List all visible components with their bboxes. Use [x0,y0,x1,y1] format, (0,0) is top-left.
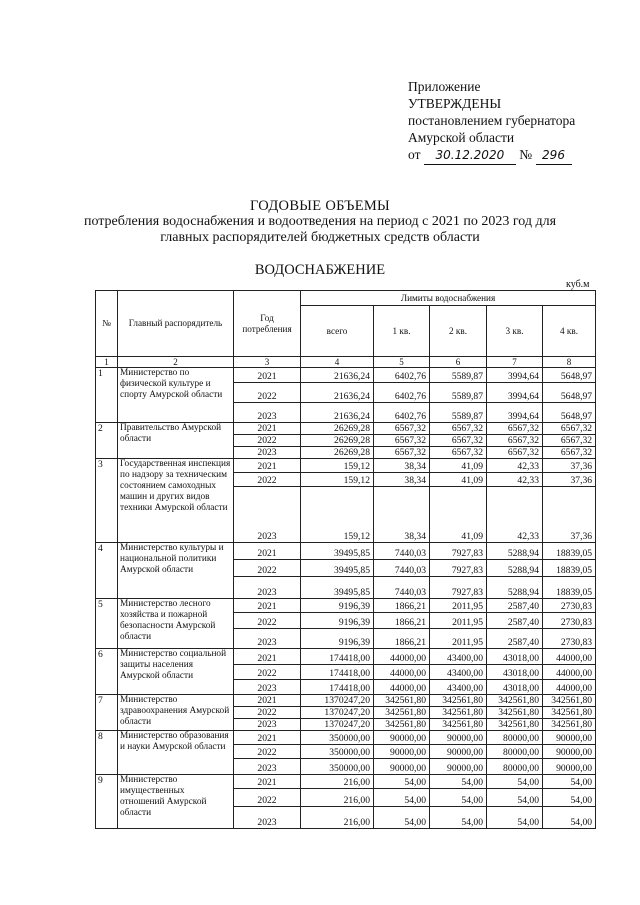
value-cell-q3: 80000,00 [487,759,543,775]
row-index: 1 [96,368,118,423]
year-cell: 2023 [234,807,301,829]
distributor-name: Министерство имущественных отношений Амурской области [118,775,234,829]
col-number: 1 [96,357,118,368]
value-cell-total: 39495,85 [301,543,374,560]
value-cell-total: 39495,85 [301,560,374,577]
value-cell-q3: 2587,40 [487,599,543,613]
value-cell-q1: 44000,00 [374,680,430,695]
value-cell-q1: 54,00 [374,775,430,789]
value-cell-q2: 5589,87 [430,383,487,403]
value-cell-q4: 37,36 [543,459,596,473]
value-cell-q3: 54,00 [487,789,543,807]
value-cell-q3: 342561,80 [487,719,543,731]
year-cell: 2023 [234,403,301,423]
value-cell-q3: 80000,00 [487,745,543,759]
year-cell: 2021 [234,368,301,383]
value-cell-q3: 54,00 [487,807,543,829]
year-cell: 2023 [234,629,301,649]
value-cell-q2: 6567,32 [430,435,487,447]
table-row [96,543,596,560]
header-num: № [96,291,118,357]
section-title: ВОДОСНАБЖЕНИЕ [254,262,386,278]
year-cell: 2023 [234,577,301,599]
value-cell-q3: 2587,40 [487,613,543,629]
value-cell-q1: 6402,76 [374,383,430,403]
year-cell: 2021 [234,423,301,435]
distributor-name: Министерство культуры и национальной политики Амурской области [118,543,234,599]
value-cell-q2: 54,00 [430,789,487,807]
value-cell-total: 1370247,20 [301,707,374,719]
value-cell-q1: 342561,80 [374,695,430,707]
value-cell-q2: 342561,80 [430,707,487,719]
unit-label: куб.м [566,279,590,290]
year-cell: 2021 [234,459,301,473]
distributor-name: Государственная инспекция по надзору за техническим состоянием самоходных машин и других видов техники Амурской области [118,459,234,543]
value-cell-q1: 38,34 [374,487,430,543]
value-cell-total: 26269,28 [301,423,374,435]
value-cell-total: 9196,39 [301,599,374,613]
value-cell-q4: 2730,83 [543,629,596,649]
value-cell-q4: 54,00 [543,807,596,829]
value-cell-q2: 2011,95 [430,613,487,629]
value-cell-q2: 41,09 [430,473,487,487]
distributor-name: Министерство социальной защиты населения Амурской области [118,649,234,695]
value-cell-q1: 1866,21 [374,613,430,629]
value-cell-q2: 5589,87 [430,368,487,383]
year-cell: 2023 [234,759,301,775]
year-cell: 2021 [234,695,301,707]
doc-subtitle-text: потребления водоснабжения и водоотведения на период с 2021 по 2023 год для главных распорядителей бюджетных средств области [83,214,557,245]
value-cell-q2: 7927,83 [430,577,487,599]
value-cell-total: 174418,00 [301,665,374,680]
number-prefix: № [519,147,533,162]
row-index: 2 [96,423,118,459]
value-cell-q1: 44000,00 [374,649,430,665]
year-cell: 2021 [234,731,301,745]
value-cell-q3: 42,33 [487,487,543,543]
value-cell-q4: 90000,00 [543,731,596,745]
value-cell-q1: 1866,21 [374,599,430,613]
year-cell: 2021 [234,649,301,665]
value-cell-q2: 41,09 [430,459,487,473]
year-cell: 2022 [234,435,301,447]
value-cell-total: 26269,28 [301,447,374,459]
value-cell-q4: 342561,80 [543,695,596,707]
approval-block [408,78,628,165]
year-cell: 2022 [234,665,301,680]
value-cell-total: 159,12 [301,473,374,487]
table-row [96,368,596,383]
value-cell-q1: 90000,00 [374,731,430,745]
col-number: 8 [543,357,596,368]
value-cell-q4: 6567,32 [543,435,596,447]
value-cell-q2: 43400,00 [430,649,487,665]
approval-line-1: Приложение [408,79,481,94]
value-cell-q2: 43400,00 [430,680,487,695]
value-cell-total: 1370247,20 [301,719,374,731]
value-cell-q1: 7440,03 [374,543,430,560]
value-cell-total: 21636,24 [301,368,374,383]
value-cell-q4: 5648,97 [543,368,596,383]
value-cell-q2: 342561,80 [430,719,487,731]
table-row [96,599,596,613]
value-cell-q1: 54,00 [374,789,430,807]
value-cell-total: 9196,39 [301,629,374,649]
table-row [96,775,596,789]
water-supply-table [95,290,596,829]
header-main: Главный распорядитель [118,291,234,357]
value-cell-q1: 6567,32 [374,423,430,435]
distributor-name: Министерство здравоохранения Амурской области [118,695,234,731]
value-cell-q4: 18839,05 [543,543,596,560]
table-body [96,368,596,829]
col-number: 5 [374,357,430,368]
table-row [96,695,596,707]
year-cell: 2023 [234,680,301,695]
header-q4: 4 кв. [543,306,596,357]
year-cell: 2023 [234,447,301,459]
value-cell-q1: 7440,03 [374,560,430,577]
value-cell-q4: 342561,80 [543,719,596,731]
value-cell-q2: 90000,00 [430,745,487,759]
value-cell-q3: 2587,40 [487,629,543,649]
value-cell-q2: 54,00 [430,775,487,789]
value-cell-q3: 6567,32 [487,447,543,459]
table-row [96,423,596,435]
value-cell-total: 350000,00 [301,745,374,759]
value-cell-q3: 43018,00 [487,680,543,695]
value-cell-q3: 42,33 [487,473,543,487]
value-cell-q2: 342561,80 [430,695,487,707]
value-cell-q3: 80000,00 [487,731,543,745]
value-cell-q4: 44000,00 [543,665,596,680]
doc-subtitle [0,214,640,246]
value-cell-q1: 90000,00 [374,759,430,775]
row-index: 3 [96,459,118,543]
column-number-row [96,357,596,368]
value-cell-q1: 1866,21 [374,629,430,649]
value-cell-q1: 6402,76 [374,403,430,423]
value-cell-q2: 5589,87 [430,403,487,423]
row-index: 5 [96,599,118,649]
year-cell: 2023 [234,487,301,543]
value-cell-q4: 6567,32 [543,447,596,459]
value-cell-q1: 38,34 [374,459,430,473]
value-cell-q2: 90000,00 [430,759,487,775]
value-cell-q4: 90000,00 [543,759,596,775]
doc-title: ГОДОВЫЕ ОБЪЕМЫ [249,198,390,214]
year-cell: 2022 [234,745,301,759]
value-cell-q2: 7927,83 [430,560,487,577]
year-cell: 2021 [234,543,301,560]
value-cell-total: 174418,00 [301,649,374,665]
row-index: 7 [96,695,118,731]
distributor-name: Министерство образования и науки Амурской области [118,731,234,775]
value-cell-q3: 3994,64 [487,383,543,403]
value-cell-q4: 342561,80 [543,707,596,719]
value-cell-q3: 3994,64 [487,403,543,423]
year-cell: 2022 [234,560,301,577]
value-cell-q2: 41,09 [430,487,487,543]
header-q3: 3 кв. [487,306,543,357]
approval-line-3: постановлением губернатора [408,113,576,128]
value-cell-q1: 6567,32 [374,447,430,459]
value-cell-total: 350000,00 [301,731,374,745]
approval-line-2: УТВЕРЖДЕНЫ [408,96,502,111]
value-cell-total: 26269,28 [301,435,374,447]
table-row [96,649,596,665]
value-cell-q4: 44000,00 [543,680,596,695]
value-cell-q4: 44000,00 [543,649,596,665]
year-cell: 2021 [234,599,301,613]
value-cell-q2: 2011,95 [430,599,487,613]
value-cell-q3: 5288,94 [487,560,543,577]
header-q2: 2 кв. [430,306,487,357]
value-cell-q2: 2011,95 [430,629,487,649]
year-cell: 2022 [234,473,301,487]
value-cell-total: 39495,85 [301,577,374,599]
approval-line-4: Амурской области [408,130,515,145]
date-value: 30.12.2020 [424,147,516,165]
value-cell-q3: 6567,32 [487,423,543,435]
value-cell-q1: 38,34 [374,473,430,487]
col-number: 6 [430,357,487,368]
value-cell-total: 216,00 [301,807,374,829]
value-cell-q4: 54,00 [543,789,596,807]
value-cell-q4: 5648,97 [543,383,596,403]
header-q1: 1 кв. [374,306,430,357]
value-cell-q3: 3994,64 [487,368,543,383]
value-cell-q1: 7440,03 [374,577,430,599]
value-cell-q1: 6567,32 [374,435,430,447]
value-cell-total: 21636,24 [301,403,374,423]
value-cell-q1: 54,00 [374,807,430,829]
value-cell-total: 21636,24 [301,383,374,403]
approval-date-line [408,146,628,165]
date-prefix: от [408,147,421,162]
value-cell-q4: 2730,83 [543,613,596,629]
value-cell-q1: 6402,76 [374,368,430,383]
value-cell-total: 350000,00 [301,759,374,775]
value-cell-q2: 6567,32 [430,447,487,459]
col-number: 7 [487,357,543,368]
year-cell: 2022 [234,383,301,403]
header-total: всего [301,306,374,357]
value-cell-total: 159,12 [301,487,374,543]
value-cell-q4: 18839,05 [543,560,596,577]
value-cell-q4: 18839,05 [543,577,596,599]
distributor-name: Министерство лесного хозяйства и пожарной безопасности Амурской области [118,599,234,649]
row-index: 4 [96,543,118,599]
value-cell-q4: 37,36 [543,487,596,543]
value-cell-q2: 43400,00 [430,665,487,680]
value-cell-q4: 37,36 [543,473,596,487]
value-cell-q1: 342561,80 [374,719,430,731]
value-cell-total: 174418,00 [301,680,374,695]
value-cell-q3: 6567,32 [487,435,543,447]
year-cell: 2023 [234,719,301,731]
value-cell-total: 216,00 [301,789,374,807]
value-cell-q3: 54,00 [487,775,543,789]
value-cell-q4: 90000,00 [543,745,596,759]
value-cell-q2: 7927,83 [430,543,487,560]
row-index: 8 [96,731,118,775]
col-number: 2 [118,357,234,368]
value-cell-total: 1370247,20 [301,695,374,707]
value-cell-q3: 43018,00 [487,665,543,680]
year-cell: 2021 [234,775,301,789]
header-year: Год потребления [234,291,301,357]
header-limits: Лимиты водоснабжения [301,291,596,306]
year-cell: 2022 [234,789,301,807]
year-cell: 2022 [234,707,301,719]
value-cell-q4: 6567,32 [543,423,596,435]
value-cell-q3: 5288,94 [487,543,543,560]
distributor-name: Правительство Амурской области [118,423,234,459]
value-cell-total: 9196,39 [301,613,374,629]
table-row [96,459,596,473]
value-cell-q3: 5288,94 [487,577,543,599]
value-cell-q4: 54,00 [543,775,596,789]
value-cell-q1: 90000,00 [374,745,430,759]
value-cell-q2: 6567,32 [430,423,487,435]
distributor-name: Министерство по физической культуре и спорту Амурской области [118,368,234,423]
value-cell-q3: 342561,80 [487,695,543,707]
value-cell-q1: 44000,00 [374,665,430,680]
value-cell-q2: 90000,00 [430,731,487,745]
value-cell-q3: 42,33 [487,459,543,473]
value-cell-q2: 54,00 [430,807,487,829]
year-cell: 2022 [234,613,301,629]
value-cell-q4: 5648,97 [543,403,596,423]
number-value: 296 [536,147,572,165]
row-index: 9 [96,775,118,829]
col-number: 4 [301,357,374,368]
value-cell-q4: 2730,83 [543,599,596,613]
col-number: 3 [234,357,301,368]
value-cell-q3: 43018,00 [487,649,543,665]
table-row [96,731,596,745]
value-cell-q1: 342561,80 [374,707,430,719]
value-cell-total: 159,12 [301,459,374,473]
row-index: 6 [96,649,118,695]
value-cell-total: 216,00 [301,775,374,789]
value-cell-q3: 342561,80 [487,707,543,719]
